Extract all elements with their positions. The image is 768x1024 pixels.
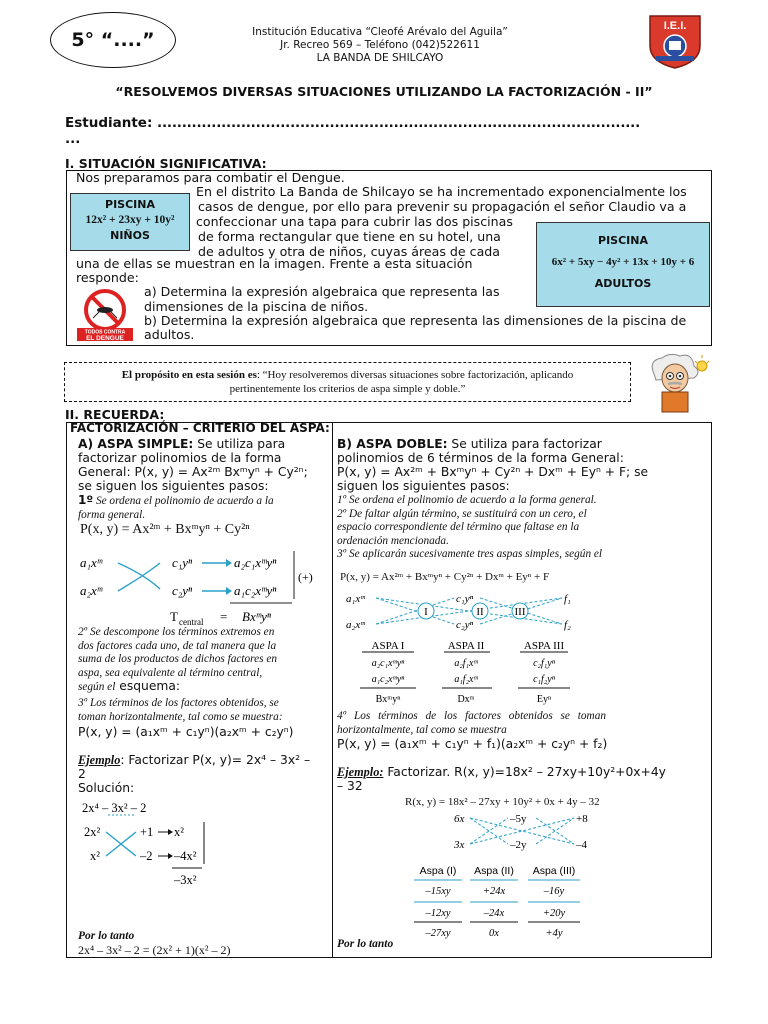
aspa-row-2: a₁f₂xᵐ bbox=[454, 674, 478, 685]
question-a bbox=[144, 284, 500, 314]
institution-name: Institución Educativa “Cleofé Arévalo del Aguila” bbox=[252, 26, 508, 38]
situation-line: En el distrito La Banda de Shilcayo se ha incrementado exponencialmente los bbox=[196, 184, 687, 199]
diagram-a2: a₂xᵐ bbox=[80, 583, 103, 598]
example-sum: –3x² bbox=[174, 873, 197, 887]
aspa-doble-diagram bbox=[340, 584, 580, 636]
example-f2: –4 bbox=[576, 839, 587, 851]
situation-line: casos de dengue, por ello para prevenir su propagación el señor Claudio va a bbox=[198, 199, 687, 214]
pool-kids-title: PISCINA bbox=[105, 198, 155, 211]
dengue-poster-icon bbox=[73, 288, 137, 342]
example-a2: 3x bbox=[454, 839, 465, 851]
aspa-name: Aspa (II) bbox=[474, 865, 514, 877]
aspa-doble-steps bbox=[337, 494, 709, 562]
aspa-simple-text: Se utiliza para bbox=[193, 437, 286, 451]
student-field[interactable] bbox=[65, 115, 640, 147]
aspa-doble-formula: P(x, y) = Ax²ᵐ + Bxᵐyⁿ + Cy²ⁿ + Dxᵐ + Eyⁿ + F bbox=[340, 571, 550, 583]
aspa-simple-text: se siguen los siguientes pasos: bbox=[78, 479, 269, 493]
aspa-doble-text: polinomios de 6 términos de la forma General: bbox=[337, 451, 624, 465]
aspa-doble-example-formula: R(x, y) = 18x² – 27xy + 10y² + 0x + 4y – 32 bbox=[405, 796, 600, 808]
aspa-simple-title: A) ASPA SIMPLE: bbox=[78, 437, 194, 451]
doble-c1: c₁yⁿ bbox=[456, 593, 474, 605]
example-polynomial: 2x⁴ – 3x² – 2 bbox=[82, 801, 147, 815]
aspa-simple-formula: P(x, y) = Ax²ᵐ + Bxᵐyⁿ + Cy²ⁿ bbox=[80, 522, 250, 537]
student-dots-cont: ... bbox=[65, 131, 81, 147]
diagram-product-1: a₂c₁xᵐyⁿ bbox=[234, 555, 277, 570]
pool-adults-title: PISCINA bbox=[598, 234, 648, 247]
aspa-simple-general-form: General: P(x, y) = Ax²ᵐ Bxᵐyⁿ + Cy²ⁿ; bbox=[78, 465, 308, 479]
example-product-1: x² bbox=[174, 825, 184, 839]
column-divider bbox=[332, 422, 333, 958]
diagram-c2: c₂yⁿ bbox=[172, 583, 193, 598]
doble-f2: f₂ bbox=[564, 619, 571, 631]
school-logo bbox=[646, 12, 704, 70]
situation-line-full: una de ellas se muestran en la imagen. Frente a esta situación bbox=[76, 256, 473, 271]
aspa-sum: –27xy bbox=[425, 928, 451, 939]
aspa-simple-example-diagram bbox=[78, 798, 218, 890]
step-text: 3º Los términos de los factores obtenidos, se bbox=[78, 697, 279, 709]
institution-address: Jr. Recreo 569 – Teléfono (042)522611 bbox=[280, 39, 480, 51]
aspa-doble-example-table bbox=[410, 860, 600, 942]
step-text: 2º Se descompone los términos extremos en bbox=[78, 626, 275, 638]
aspa-sum: +4y bbox=[545, 928, 563, 939]
aspa-row-1: a₂c₁xᵐyⁿ bbox=[371, 658, 405, 669]
section-2-heading: II. RECUERDA: bbox=[65, 407, 165, 422]
doble-f1: f₁ bbox=[564, 593, 571, 605]
example-label: Ejemplo bbox=[78, 753, 121, 767]
example-a2: x² bbox=[90, 849, 100, 863]
purpose-box bbox=[64, 362, 631, 402]
step-1-text: 1º Se ordena el polinomio de acuerdo a la forma general. bbox=[337, 494, 597, 506]
aspa-doble-therefore: Por lo tanto bbox=[337, 938, 394, 950]
aspa-sum: Eyⁿ bbox=[536, 694, 552, 705]
aspa-simple-step-2 bbox=[78, 626, 332, 695]
diagram-t-sub: central bbox=[179, 617, 204, 627]
aspa-iii-column bbox=[518, 640, 570, 705]
aspa-simple-diagram bbox=[70, 545, 332, 627]
section-1-heading: I. SITUACIÓN SIGNIFICATIVA: bbox=[65, 156, 267, 171]
situation-line: confeccionar una tapa para cubrir las dos piscinas bbox=[196, 214, 513, 229]
diagram-t-value: Bxᵐyⁿ bbox=[242, 609, 271, 624]
aspa-doble-example-diagram bbox=[440, 808, 600, 854]
situation-line: de adultos y otra de niños, cuyas áreas de cada bbox=[198, 244, 501, 259]
step-number: 1º bbox=[78, 493, 94, 507]
aspa-simple-step-3 bbox=[78, 697, 332, 724]
situation-respond: responde: bbox=[76, 270, 139, 285]
example-aspa-ii bbox=[470, 865, 518, 939]
aspa-doble-step-4 bbox=[337, 710, 709, 737]
step-text: Se ordena el polinomio de acuerdo a la bbox=[93, 495, 274, 507]
aspa-simple-example bbox=[78, 753, 330, 795]
student-dots: .................................................................................................. bbox=[157, 115, 641, 131]
doble-c2: c₂yⁿ bbox=[456, 619, 474, 631]
page-title: “RESOLVEMOS DIVERSAS SITUACIONES UTILIZANDO LA FACTORIZACIÓN - II” bbox=[115, 84, 653, 99]
dengue-text-2: EL DENGUE bbox=[86, 335, 124, 342]
step-text: esquema: bbox=[115, 679, 181, 693]
pool-adults-label: ADULTOS bbox=[594, 277, 652, 290]
aspa-sum: Dxᵐ bbox=[457, 694, 475, 705]
step-3-text: 3º Se aplicarán sucesivamente tres aspas simples, según el bbox=[337, 548, 603, 560]
aspa-row-1: a₂f₁xᵐ bbox=[454, 658, 478, 669]
aspa-doble-text: Se utiliza para factorizar bbox=[447, 437, 602, 451]
dengue-text-1: TODOS CONTRA bbox=[84, 329, 126, 336]
question-a-line1: a) Determina la expresión algebraica que representa las bbox=[144, 284, 500, 299]
example-aspa-iii bbox=[528, 865, 580, 939]
aspa-doble-table bbox=[340, 638, 580, 710]
purpose-text: : “Hoy resolveremos diversas situaciones sobre factorización, aplicando bbox=[256, 369, 574, 381]
einstein-illustration bbox=[642, 352, 712, 414]
aspa-name: Aspa (III) bbox=[532, 865, 576, 877]
pool-adults-area: 6x² + 5xy − 4y² + 13x + 10y + 6 bbox=[551, 256, 695, 268]
purpose-label: El propósito en esta sesión es bbox=[121, 369, 257, 381]
example-text: : Factorizar P(x, y)= 2x⁴ – 3x² – bbox=[120, 753, 311, 767]
aspa-name: ASPA III bbox=[523, 640, 565, 652]
pool-kids-area: 12x² + 23xy + 10y² bbox=[85, 214, 175, 226]
aspa-row-2: a₁c₂xᵐyⁿ bbox=[371, 674, 405, 685]
aspa-simple-intro bbox=[78, 437, 330, 493]
diagram-t-central: T bbox=[170, 609, 178, 624]
solution-label: Solución: bbox=[78, 781, 135, 795]
aspa-name: ASPA II bbox=[447, 640, 485, 652]
example-c2: –2y bbox=[510, 839, 527, 851]
doble-a2: a₂xᵐ bbox=[346, 619, 365, 631]
aspa-sum: 0x bbox=[489, 928, 499, 939]
situation-line: de forma rectangular que tiene en su hotel, una bbox=[198, 229, 501, 244]
question-b-line2: adultos. bbox=[144, 327, 195, 342]
section-2-subheading: FACTORIZACIÓN – CRITERIO DEL ASPA: bbox=[70, 421, 330, 435]
aspa-doble-example bbox=[337, 765, 709, 793]
aspa-row-2: –12xy bbox=[425, 908, 451, 919]
aspa-row-1: –15xy bbox=[425, 886, 451, 897]
question-a-line2: dimensiones de la piscina de niños. bbox=[144, 299, 369, 314]
diagram-a1: a₁xᵐ bbox=[80, 555, 103, 570]
doble-a1: a₁xᵐ bbox=[346, 593, 365, 605]
aspa-sum: Bxᵐyⁿ bbox=[375, 694, 401, 705]
step-2-text: 2º De faltar algún término, se sustituirá con un cero, el bbox=[337, 507, 587, 520]
diagram-product-2: a₁c₂xᵐyⁿ bbox=[234, 583, 277, 598]
aspa-row-1: c₂f₁yⁿ bbox=[533, 658, 555, 669]
aspa-i-column bbox=[360, 640, 416, 705]
diagram-plus: (+) bbox=[298, 570, 313, 584]
aspa-simple-step-1 bbox=[78, 494, 332, 522]
example-product-2: –4x² bbox=[174, 849, 197, 863]
example-a1: 6x bbox=[454, 813, 465, 825]
step-text: suma de los productos de dichos factores en bbox=[78, 653, 278, 665]
example-c1: +1 bbox=[140, 825, 154, 839]
step-text: horizontalmente, tal como se muestra bbox=[337, 723, 507, 736]
step-2-text: espacio correspondiente del término que faltase en la bbox=[337, 521, 580, 533]
institution-town: LA BANDA DE SHILCAYO bbox=[316, 52, 444, 64]
aspa-row-2: c₁f₂yⁿ bbox=[533, 674, 555, 685]
step-text: toman horizontalmente, tal como se muestra: bbox=[78, 710, 283, 723]
aspa-name: ASPA I bbox=[371, 640, 405, 652]
aspa-row-2: –24x bbox=[483, 908, 505, 919]
aspa-doble-text: siguen los siguientes pasos: bbox=[337, 479, 510, 493]
aspa-row-2: +20y bbox=[542, 908, 566, 919]
step-text: forma general. bbox=[78, 508, 146, 521]
pool-adults-box bbox=[536, 222, 710, 307]
example-a1: 2x² bbox=[84, 825, 101, 839]
example-f1: +8 bbox=[576, 813, 588, 825]
step-2-text: ordenación mencionada. bbox=[337, 534, 449, 547]
doble-label-ii: II bbox=[476, 606, 484, 618]
step-text: según el bbox=[78, 681, 116, 693]
aspa-row-1: –16y bbox=[543, 886, 565, 897]
aspa-doble-intro bbox=[337, 437, 709, 493]
grade-label: 5° “....” bbox=[50, 12, 176, 68]
aspa-simple-result: 2x⁴ – 3x² – 2 = (2x² + 1)(x² – 2) bbox=[78, 943, 231, 957]
example-aspa-i bbox=[414, 865, 462, 939]
student-label: Estudiante: bbox=[65, 115, 153, 131]
question-b-line1: b) Determina la expresión algebraica que representa las dimensiones de la piscina de bbox=[144, 313, 687, 328]
step-text: aspa, sea equivalente al término central, bbox=[78, 666, 263, 679]
institution-header bbox=[200, 26, 560, 65]
aspa-simple-result-form: P(x, y) = (a₁xᵐ + c₁yⁿ)(a₂xᵐ + c₂yⁿ) bbox=[78, 725, 294, 739]
doble-label-i: I bbox=[424, 606, 428, 618]
example-text: 2 bbox=[78, 767, 86, 781]
logo-text: I.E.I. bbox=[663, 20, 687, 32]
aspa-doble-general-form: P(x, y) = Ax²ᵐ + Bxᵐyⁿ + Cy²ⁿ + Dxᵐ + Eyⁿ + F; se bbox=[337, 465, 649, 479]
aspa-name: Aspa (I) bbox=[419, 865, 457, 877]
diagram-equals: = bbox=[220, 609, 228, 624]
aspa-doble-title: B) ASPA DOBLE: bbox=[337, 437, 448, 451]
aspa-simple-text: factorizar polinomios de la forma bbox=[78, 451, 282, 465]
example-text: Factorizar. R(x, y)=18x² – 27xy+10y²+0x+4y bbox=[383, 765, 666, 779]
pool-kids-box bbox=[70, 193, 190, 251]
example-c2: –2 bbox=[140, 849, 153, 863]
purpose-text-cont: pertinentemente los criterios de aspa simple y doble.” bbox=[229, 383, 466, 395]
situation-intro: Nos preparamos para combatir el Dengue. bbox=[76, 170, 345, 185]
doble-label-iii: III bbox=[514, 606, 526, 618]
aspa-ii-column bbox=[442, 640, 492, 705]
aspa-simple-therefore: Por lo tanto bbox=[78, 930, 135, 942]
pool-kids-label: NIÑOS bbox=[110, 229, 150, 242]
aspa-row-1: +24x bbox=[482, 886, 506, 897]
example-c1: –5y bbox=[510, 813, 527, 825]
step-text: 4º Los términos de los factores obtenidos se toman bbox=[337, 710, 607, 722]
example-text: – 32 bbox=[337, 779, 363, 793]
diagram-c1: c₁yⁿ bbox=[172, 555, 193, 570]
example-label: Ejemplo: bbox=[337, 765, 384, 779]
aspa-doble-result-form: P(x, y) = (a₁xᵐ + c₁yⁿ + f₁)(a₂xᵐ + c₂yⁿ + f₂) bbox=[337, 737, 608, 751]
step-text: dos factores cada uno, de tal manera que la bbox=[78, 639, 277, 652]
